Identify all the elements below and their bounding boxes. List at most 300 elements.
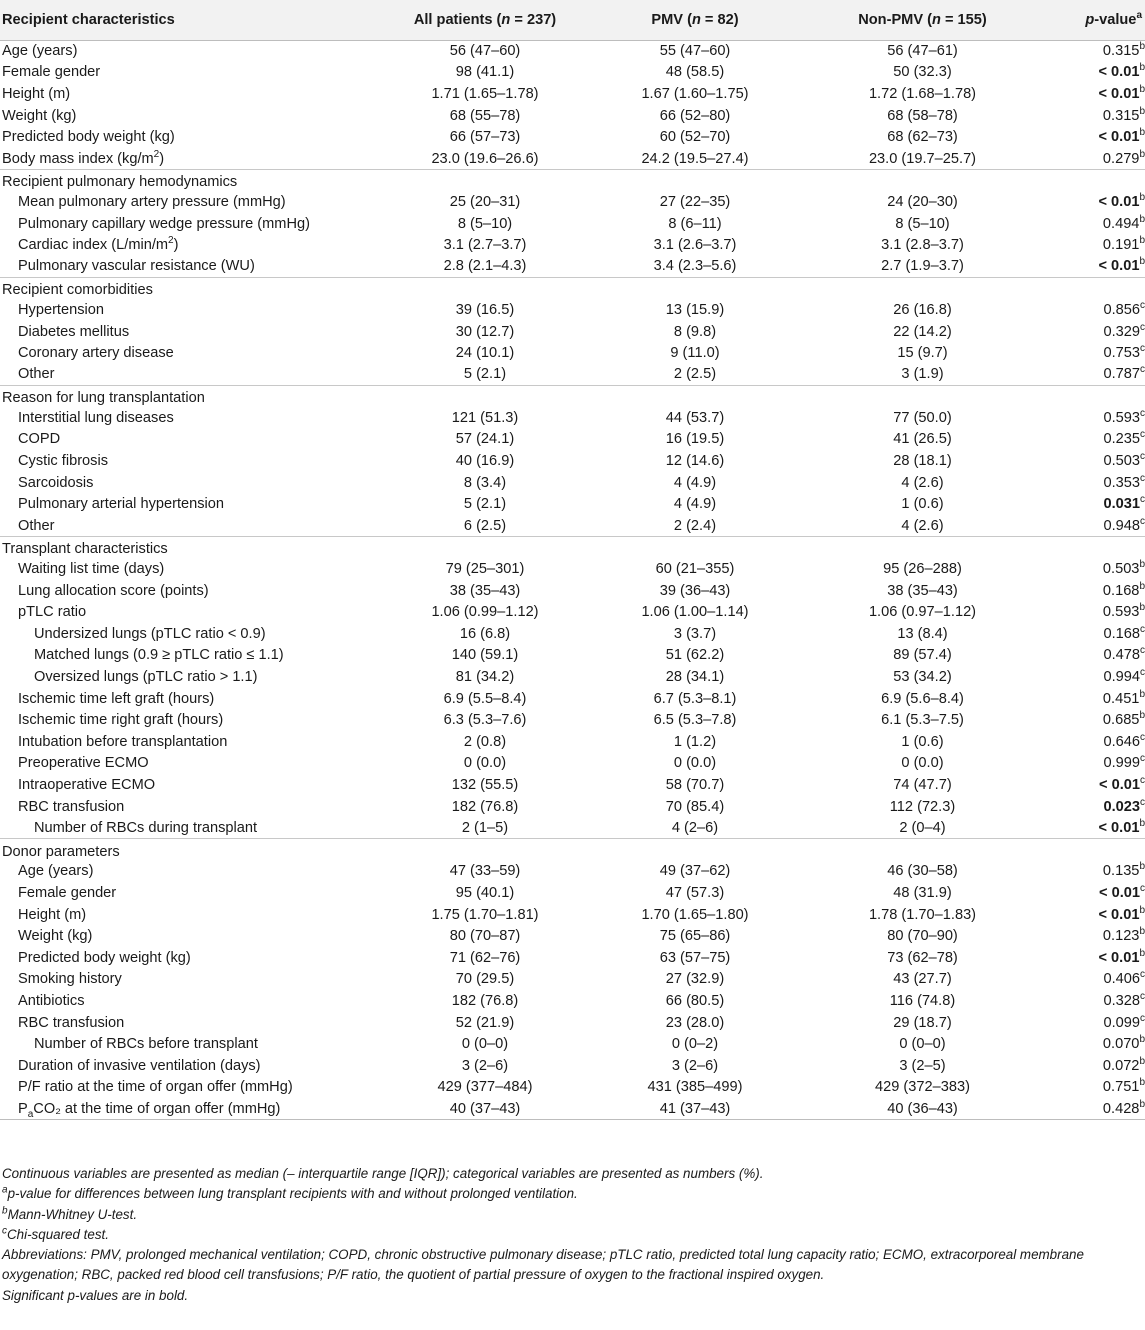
p-value-text: 0.593 <box>1102 604 1140 621</box>
header-all-patients <box>390 0 580 40</box>
row-label-text: Undersized lungs (pTLC ratio < 0.9) <box>34 625 266 642</box>
cell-pmv: 3.4 (2.3–5.6) <box>653 258 737 275</box>
section-title: Transplant characteristics <box>2 541 168 558</box>
cell-all-patients: 81 (34.2) <box>455 669 515 686</box>
cell-all-patients: 70 (29.5) <box>455 971 515 988</box>
row-label-text: Cystic fibrosis <box>18 453 109 470</box>
p-value-text: 0.685 <box>1102 712 1140 729</box>
cell-all-patients: 140 (59.1) <box>451 647 519 664</box>
table-row <box>0 904 1145 926</box>
cell-pmv: 27 (22–35) <box>659 193 731 210</box>
cell-non-pmv: 95 (26–288) <box>883 561 962 578</box>
p-value-text: 0.787 <box>1103 366 1140 383</box>
section-group <box>0 537 1145 839</box>
table-row <box>0 1012 1145 1034</box>
p-value-test-marker: c <box>1140 796 1145 808</box>
section-group <box>0 278 1145 386</box>
p-value-test-marker: c <box>1140 408 1145 420</box>
p-value-test-marker: b <box>1139 62 1145 74</box>
p-value-test-marker: b <box>1139 148 1145 160</box>
table-row <box>0 1077 1145 1099</box>
p-value-text: < 0.01 <box>1098 949 1140 966</box>
row-label <box>0 645 390 667</box>
section-group <box>0 386 1145 537</box>
cell-all-patients: 40 (16.9) <box>455 453 515 470</box>
cell-non-pmv: 77 (50.0) <box>893 409 952 426</box>
p-value-text: 0.168 <box>1102 582 1140 599</box>
row-label <box>0 472 390 494</box>
row-label-text: Waiting list time (days) <box>18 561 165 578</box>
row-label-text: Weight (kg) <box>18 928 93 945</box>
cell-pmv: 49 (37–62) <box>659 863 731 880</box>
cell-all-patients: 39 (16.5) <box>455 301 515 318</box>
p-value-text: < 0.01 <box>1098 129 1140 146</box>
cell-all-patients: 24 (10.1) <box>455 345 515 362</box>
p-value-test-marker: b <box>1139 926 1145 938</box>
row-label-text: Predicted body weight (kg) <box>18 949 191 966</box>
p-value-text: 0.494 <box>1102 215 1140 232</box>
row-label-text: Hypertension <box>18 301 104 318</box>
p-value-text: < 0.01 <box>1098 906 1140 923</box>
table-row <box>0 817 1145 839</box>
row-label-text: COPD <box>18 431 61 448</box>
cell-non-pmv: 0 (0.0) <box>901 755 944 772</box>
section-title: Reason for lung transplantation <box>2 390 205 407</box>
header-p-post: -value <box>1094 11 1137 28</box>
cell-pmv: 1.06 (1.00–1.14) <box>641 604 749 621</box>
p-value-text: 0.353 <box>1103 474 1140 491</box>
footnote-b-marker: b <box>2 1205 8 1217</box>
cell-non-pmv: 429 (372–383) <box>875 1079 970 1096</box>
cell-pmv: 4 (4.9) <box>673 474 717 491</box>
row-label-text: Antibiotics <box>18 992 85 1009</box>
p-value-test-marker: b <box>1139 602 1145 614</box>
cell-p-value <box>1035 731 1145 753</box>
table-row <box>0 213 1145 235</box>
p-value-test-marker: b <box>1139 84 1145 96</box>
cell-p-value <box>1035 234 1145 256</box>
cell-all-patients: 68 (55–78) <box>449 107 521 124</box>
row-label-text: Female gender <box>2 64 101 81</box>
p-value-test-marker: c <box>1140 1012 1145 1024</box>
cell-p-value <box>1035 342 1145 364</box>
row-label <box>0 796 390 818</box>
table-row <box>0 299 1145 321</box>
row-label-text: Pulmonary vascular resistance (WU) <box>18 258 255 275</box>
p-value-test-marker: b <box>1139 235 1145 247</box>
header-all-post: = 237) <box>510 11 557 28</box>
row-label <box>0 558 390 580</box>
cell-p-value <box>1035 925 1145 947</box>
p-value-text: < 0.01 <box>1098 193 1140 210</box>
p-value-test-marker: b <box>1139 947 1145 959</box>
cell-non-pmv: 6.9 (5.6–8.4) <box>881 690 964 707</box>
cell-p-value <box>1035 688 1145 710</box>
row-label-text: Sarcoidosis <box>18 474 94 491</box>
cell-non-pmv: 2.7 (1.9–3.7) <box>881 258 964 275</box>
cell-pmv: 6.5 (5.3–7.8) <box>653 712 737 729</box>
header-p-value <box>1035 0 1145 40</box>
row-label <box>0 1098 390 1120</box>
cell-all-patients: 8 (5–10) <box>457 215 513 232</box>
p-value-text: 0.593 <box>1103 409 1140 426</box>
p-value-test-marker: c <box>1140 364 1145 376</box>
p-value-test-marker: b <box>1139 41 1145 53</box>
p-value-test-marker: b <box>1139 861 1145 873</box>
row-label-text: Intubation before transplantation <box>18 733 228 750</box>
row-label-text: Number of RBCs before transplant <box>34 1036 258 1053</box>
p-value-text: 0.279 <box>1102 150 1140 167</box>
cell-non-pmv: 73 (62–78) <box>887 949 958 966</box>
cell-pmv: 3 (2–6) <box>671 1057 719 1074</box>
cell-p-value <box>1035 969 1145 991</box>
p-value-text: 0.031 <box>1103 496 1140 513</box>
table-row <box>0 191 1145 213</box>
row-label <box>0 969 390 991</box>
table-row <box>0 796 1145 818</box>
cell-p-value <box>1035 861 1145 883</box>
cell-p-value <box>1035 1033 1145 1055</box>
cell-all-patients: 182 (76.8) <box>451 798 519 815</box>
p-value-test-marker: c <box>1140 753 1145 765</box>
cell-p-value <box>1035 753 1145 775</box>
row-label-text: Ischemic time left graft (hours) <box>18 690 215 707</box>
p-value-text: 0.328 <box>1103 992 1140 1009</box>
cell-non-pmv: 1 (0.6) <box>901 733 944 750</box>
cell-pmv: 12 (14.6) <box>665 453 725 470</box>
p-value-test-marker: c <box>1140 623 1145 635</box>
row-label <box>0 731 390 753</box>
cell-p-value <box>1035 213 1145 235</box>
table-row <box>0 321 1145 343</box>
p-value-test-marker: b <box>1139 1077 1145 1089</box>
table-row <box>0 450 1145 472</box>
table-row <box>0 493 1145 515</box>
cell-pmv: 66 (52–80) <box>659 107 731 124</box>
cell-p-value <box>1035 558 1145 580</box>
p-value-text: 0.478 <box>1103 647 1140 664</box>
cell-non-pmv: 3.1 (2.8–3.7) <box>881 237 964 254</box>
row-label-text: Lung allocation score (points) <box>18 582 209 599</box>
p-value-text: 0.948 <box>1103 517 1140 534</box>
row-label <box>0 40 390 62</box>
cell-non-pmv: 3 (2–5) <box>899 1057 946 1074</box>
cell-p-value <box>1035 1098 1145 1120</box>
cell-non-pmv: 41 (26.5) <box>893 431 952 448</box>
row-label <box>0 990 390 1012</box>
cell-non-pmv: 28 (18.1) <box>893 453 952 470</box>
cell-pmv: 70 (85.4) <box>665 798 725 815</box>
row-label-text: Height (m) <box>18 906 87 923</box>
cell-all-patients: 25 (20–31) <box>449 193 521 210</box>
cell-p-value <box>1035 407 1145 429</box>
cell-pmv: 27 (32.9) <box>665 971 725 988</box>
cell-all-patients: 429 (377–484) <box>437 1079 533 1096</box>
cell-pmv: 4 (4.9) <box>673 496 717 513</box>
cell-pmv: 47 (57.3) <box>665 884 725 901</box>
table-row <box>0 472 1145 494</box>
cell-pmv: 13 (15.9) <box>665 301 725 318</box>
cell-all-patients: 1.06 (0.99–1.12) <box>431 604 539 621</box>
cell-p-value <box>1035 1012 1145 1034</box>
section-header-row <box>0 278 1145 300</box>
p-value-text: 0.503 <box>1102 561 1140 578</box>
p-value-test-marker: c <box>1140 731 1145 743</box>
cell-p-value <box>1035 256 1145 278</box>
cell-pmv: 60 (21–355) <box>655 561 735 578</box>
header-p-sup: a <box>1136 9 1142 21</box>
cell-pmv: 8 (6–11) <box>668 215 722 232</box>
row-label-text: Number of RBCs during transplant <box>34 819 258 836</box>
row-label-text: Diabetes mellitus <box>18 323 130 340</box>
row-label <box>0 861 390 883</box>
cell-p-value <box>1035 623 1145 645</box>
table-row <box>0 1055 1145 1077</box>
cell-pmv: 1.67 (1.60–1.75) <box>641 85 749 102</box>
row-label-text: Pulmonary capillary wedge pressure (mmHg) <box>18 215 310 232</box>
header-pmv-post: = 82) <box>700 11 739 28</box>
table-row <box>0 969 1145 991</box>
cell-all-patients: 30 (12.7) <box>455 323 515 340</box>
table-row <box>0 148 1145 170</box>
section-group <box>0 170 1145 278</box>
section-title: Donor parameters <box>2 843 120 860</box>
cell-non-pmv: 40 (36–43) <box>887 1100 958 1117</box>
row-label-text: Other <box>18 517 55 534</box>
p-value-test-marker: b <box>1139 580 1145 592</box>
cell-all-patients: 3 (2–6) <box>461 1057 509 1074</box>
p-value-text: < 0.01 <box>1098 64 1140 81</box>
footnote-a-text: p-value for differences between lung transplant recipients with and without prolonged ventilation. <box>7 1186 578 1202</box>
header-pmv-pre: PMV ( <box>651 11 692 28</box>
cell-all-patients: 5 (2.1) <box>463 366 507 383</box>
table-row <box>0 558 1145 580</box>
table-row <box>0 364 1145 386</box>
row-label <box>0 321 390 343</box>
p-value-text: 0.329 <box>1103 323 1140 340</box>
footnote-significance: Significant p-values are in bold. <box>2 1287 189 1303</box>
row-label <box>0 83 390 105</box>
p-value-test-marker: b <box>1139 904 1145 916</box>
footnote-presentation: Continuous variables are presented as median (– interquartile range [IQR]); categorical variables are presented as numbers (%). <box>2 1166 764 1181</box>
table-row <box>0 407 1145 429</box>
table-row <box>0 925 1145 947</box>
cell-p-value <box>1035 796 1145 818</box>
row-label <box>0 753 390 775</box>
table-row <box>0 62 1145 84</box>
p-value-text: 0.191 <box>1102 237 1140 254</box>
p-value-text: 0.123 <box>1102 928 1140 945</box>
cell-p-value <box>1035 40 1145 62</box>
cell-non-pmv: 68 (58–78) <box>887 107 958 124</box>
cell-non-pmv: 43 (27.7) <box>893 971 952 988</box>
table-row <box>0 580 1145 602</box>
p-value-text: 0.315 <box>1102 107 1140 124</box>
row-label <box>0 126 390 148</box>
p-value-test-marker: b <box>1139 818 1145 830</box>
p-value-test-marker: c <box>1140 991 1145 1003</box>
row-label <box>0 709 390 731</box>
row-label <box>0 364 390 386</box>
cell-pmv: 6.7 (5.3–8.1) <box>653 690 737 707</box>
section-header-row <box>0 537 1145 559</box>
cell-pmv: 24.2 (19.5–27.4) <box>641 150 749 167</box>
cell-pmv: 0 (0–2) <box>671 1036 719 1053</box>
cell-all-patients: 0 (0–0) <box>461 1036 509 1053</box>
p-value-text: 0.999 <box>1103 755 1140 772</box>
p-value-test-marker: b <box>1139 256 1145 268</box>
cell-non-pmv: 53 (34.2) <box>893 669 952 686</box>
cell-all-patients: 98 (41.1) <box>455 64 515 81</box>
cell-pmv: 23 (28.0) <box>665 1014 725 1031</box>
cell-p-value <box>1035 493 1145 515</box>
cell-non-pmv: 26 (16.8) <box>893 301 952 318</box>
cell-all-patients: 2 (1–5) <box>461 819 509 836</box>
cell-pmv: 1.70 (1.65–1.80) <box>641 906 749 923</box>
row-label <box>0 342 390 364</box>
p-value-text: 0.503 <box>1103 453 1140 470</box>
cell-p-value <box>1035 450 1145 472</box>
cell-pmv: 16 (19.5) <box>665 431 725 448</box>
p-value-test-marker: c <box>1140 300 1145 312</box>
cell-non-pmv: 2 (0–4) <box>899 819 946 836</box>
cell-pmv: 9 (11.0) <box>670 345 720 362</box>
cell-all-patients: 2.8 (2.1–4.3) <box>443 258 527 275</box>
p-value-test-marker: c <box>1140 515 1145 527</box>
row-label <box>0 1012 390 1034</box>
row-label-text: Weight (kg) <box>2 107 77 124</box>
cell-pmv: 3 (3.7) <box>673 625 717 642</box>
row-label-text: Cardiac index (L/min/m <box>18 237 169 254</box>
p-value-text: 0.646 <box>1103 733 1140 750</box>
cell-all-patients: 16 (6.8) <box>459 625 511 642</box>
table-row <box>0 1098 1145 1120</box>
p-value-test-marker: c <box>1140 775 1145 787</box>
row-label <box>0 148 390 170</box>
row-label <box>0 580 390 602</box>
cell-non-pmv: 74 (47.7) <box>893 776 952 793</box>
cell-all-patients: 47 (33–59) <box>449 863 521 880</box>
cell-p-value <box>1035 817 1145 839</box>
row-label-superscript: 2 <box>153 148 160 160</box>
row-label-text: Duration of invasive ventilation (days) <box>18 1057 261 1074</box>
cell-all-patients: 121 (51.3) <box>451 409 519 426</box>
header-non-n: n <box>932 11 941 28</box>
row-label-suffix: ) <box>173 237 179 254</box>
p-value-test-marker: c <box>1140 494 1145 506</box>
row-label <box>0 1033 390 1055</box>
footnote-b-text: Mann-Whitney U-test. <box>7 1206 138 1222</box>
cell-non-pmv: 22 (14.2) <box>893 323 952 340</box>
p-value-test-marker: b <box>1139 688 1145 700</box>
cell-all-patients: 80 (70–87) <box>449 928 521 945</box>
cell-p-value <box>1035 62 1145 84</box>
p-value-test-marker: c <box>1140 429 1145 441</box>
table-row <box>0 126 1145 148</box>
cell-all-patients: 40 (37–43) <box>449 1100 521 1117</box>
header-non-post: = 155) <box>940 11 987 28</box>
cell-p-value <box>1035 1077 1145 1099</box>
cell-non-pmv: 68 (62–73) <box>887 129 958 146</box>
cell-non-pmv: 1.72 (1.68–1.78) <box>868 85 977 102</box>
row-label <box>0 234 390 256</box>
cell-pmv: 41 (37–43) <box>659 1100 731 1117</box>
table-row <box>0 645 1145 667</box>
table-row <box>0 688 1145 710</box>
row-label-text: RBC transfusion <box>18 798 125 815</box>
cell-all-patients: 1.75 (1.70–1.81) <box>431 906 539 923</box>
row-label <box>0 450 390 472</box>
cell-pmv: 75 (65–86) <box>659 928 731 945</box>
cell-p-value <box>1035 515 1145 537</box>
cell-p-value <box>1035 299 1145 321</box>
cell-all-patients: 182 (76.8) <box>451 992 519 1009</box>
header-pmv-n: n <box>691 11 701 28</box>
row-label <box>0 407 390 429</box>
row-label-text: Coronary artery disease <box>18 345 174 362</box>
p-value-text: < 0.01 <box>1099 884 1140 901</box>
cell-p-value <box>1035 126 1145 148</box>
p-value-test-marker: b <box>1139 105 1145 117</box>
cell-non-pmv: 0 (0–0) <box>899 1036 946 1053</box>
row-label <box>0 947 390 969</box>
p-value-test-marker: b <box>1139 127 1145 139</box>
p-value-text: 0.099 <box>1103 1014 1140 1031</box>
cell-p-value <box>1035 580 1145 602</box>
cell-all-patients: 52 (21.9) <box>455 1014 515 1031</box>
row-label <box>0 666 390 688</box>
p-value-text: 0.070 <box>1102 1036 1140 1053</box>
p-value-text: 0.168 <box>1103 625 1140 642</box>
table-row <box>0 429 1145 451</box>
row-label <box>0 904 390 926</box>
cell-pmv: 39 (36–43) <box>659 582 731 599</box>
cell-all-patients: 3.1 (2.7–3.7) <box>443 237 527 254</box>
row-label <box>0 105 390 127</box>
table-row <box>0 256 1145 278</box>
cell-all-patients: 56 (47–60) <box>449 43 521 60</box>
table-row <box>0 234 1145 256</box>
p-value-test-marker: b <box>1139 710 1145 722</box>
table-row <box>0 601 1145 623</box>
p-value-text: 0.072 <box>1102 1057 1140 1074</box>
cell-pmv: 28 (34.1) <box>665 669 725 686</box>
p-value-text: 0.451 <box>1102 690 1140 707</box>
cell-p-value <box>1035 774 1145 796</box>
cell-pmv: 60 (52–70) <box>659 129 731 146</box>
row-label <box>0 925 390 947</box>
section-title: Recipient comorbidities <box>2 282 153 299</box>
row-label-text: RBC transfusion <box>18 1014 125 1031</box>
section-group <box>0 839 1145 1120</box>
cell-non-pmv: 48 (31.9) <box>893 884 952 901</box>
cell-all-patients: 57 (24.1) <box>455 431 515 448</box>
cell-p-value <box>1035 990 1145 1012</box>
cell-non-pmv: 1.78 (1.70–1.83) <box>868 906 977 923</box>
p-value-test-marker: c <box>1140 343 1145 355</box>
row-label-text: Female gender <box>18 884 117 901</box>
p-value-test-marker: b <box>1139 559 1145 571</box>
footnote-a <box>2 1184 1142 1204</box>
cell-all-patients: 79 (25–301) <box>445 561 525 578</box>
p-value-test-marker: c <box>1140 645 1145 657</box>
table-row <box>0 731 1145 753</box>
cell-pmv: 55 (47–60) <box>659 43 731 60</box>
cell-pmv: 3.1 (2.6–3.7) <box>653 237 737 254</box>
footnote-b <box>2 1205 1142 1225</box>
row-label-text: Mean pulmonary artery pressure (mmHg) <box>18 193 286 210</box>
p-value-test-marker: b <box>1139 1055 1145 1067</box>
